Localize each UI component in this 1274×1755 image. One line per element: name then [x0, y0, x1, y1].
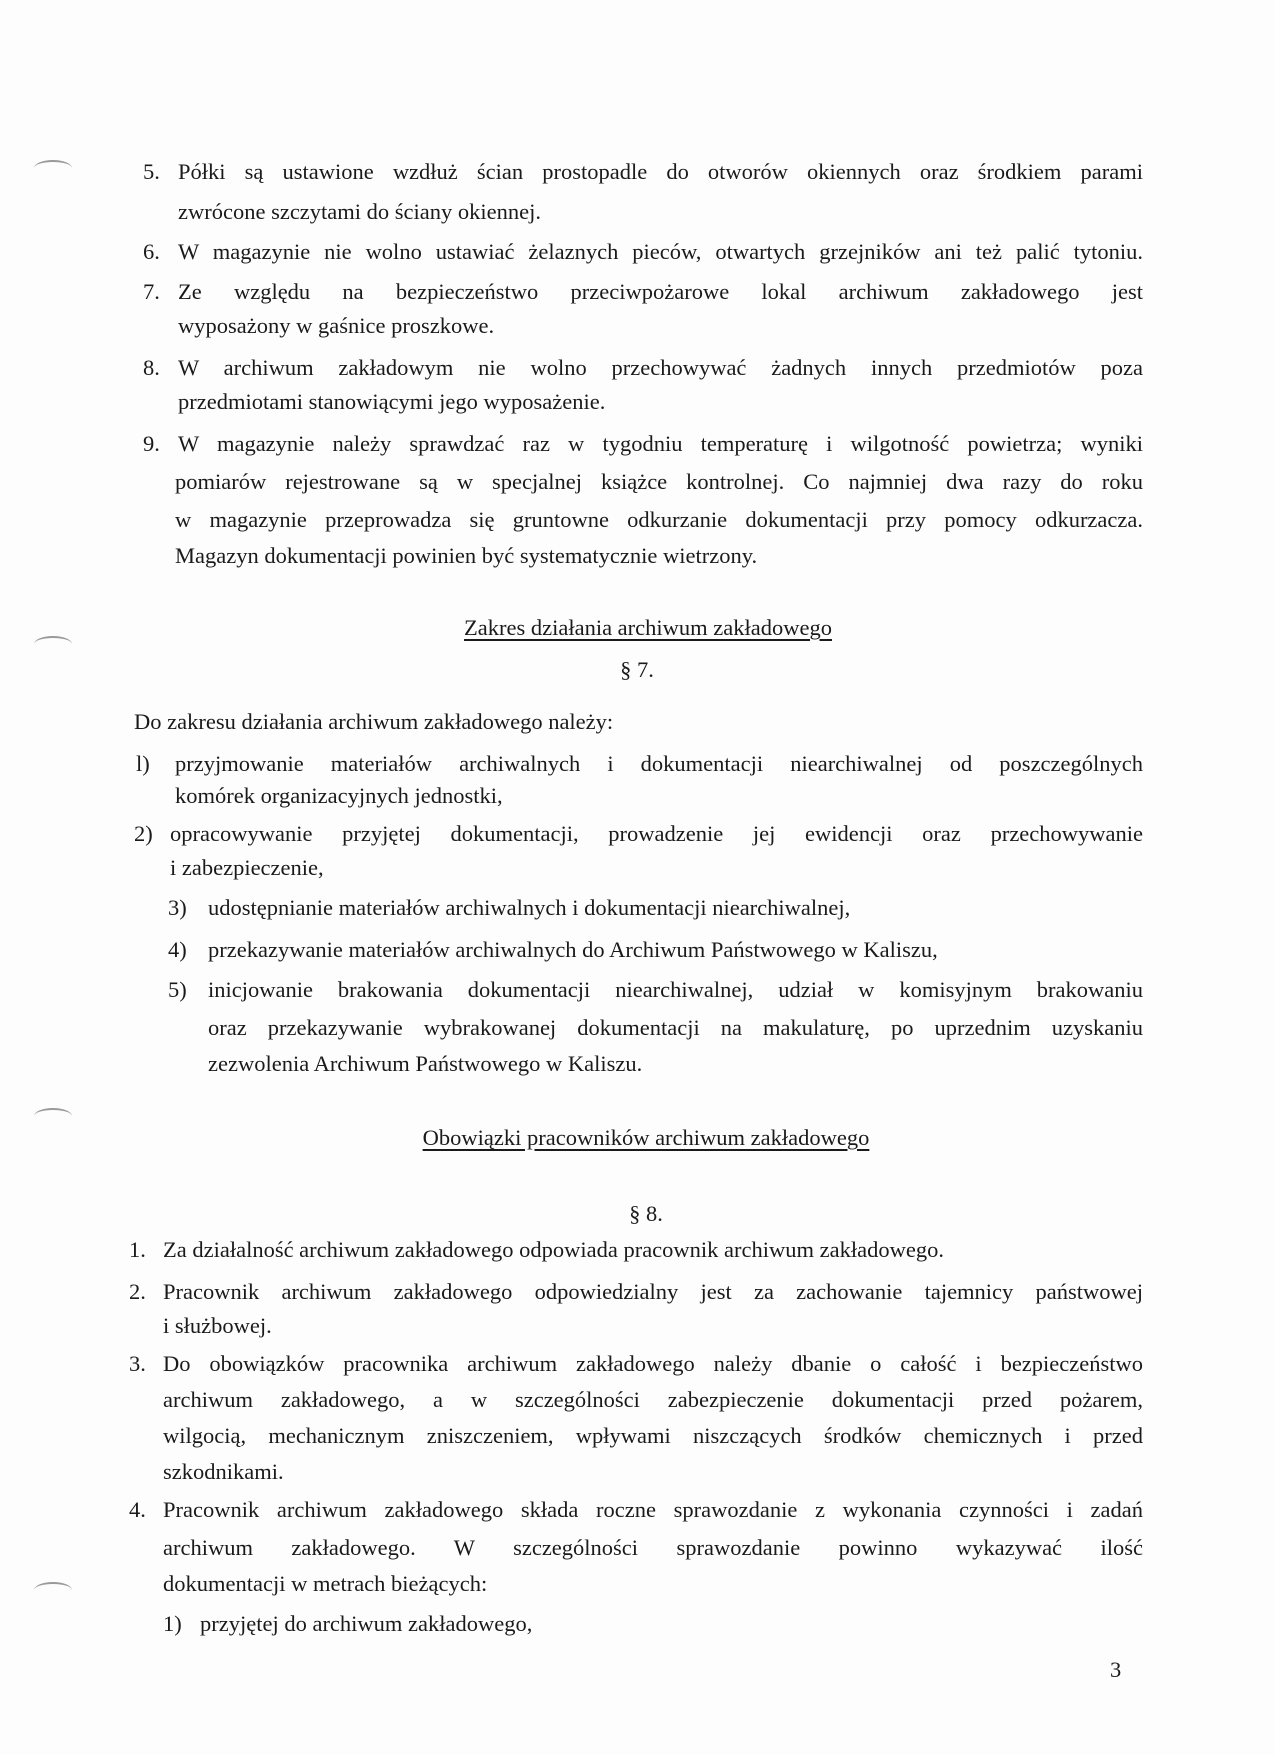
list-item-line: W magazynie należy sprawdzać raz w tygodniu temperaturę i wilgotność powietrza; wyniki	[178, 431, 1143, 456]
section-heading-text: Obowiązki pracowników archiwum zakładowego	[422, 1125, 870, 1150]
list-item-line: opracowywanie przyjętej dokumentacji, prowadzenie jej ewidencji oraz przechowywanie	[170, 821, 1143, 846]
list-item-line: Magazyn dokumentacji powinien być systematycznie wietrzony.	[175, 543, 758, 568]
list-item-line: szkodnikami.	[163, 1459, 284, 1484]
list-item-line: przyjmowanie materiałów archiwalnych i dokumentacji niearchiwalnej od poszczególnych	[175, 751, 1143, 776]
list-item-number: 9.	[143, 431, 160, 456]
list-item-line: Za działalność archiwum zakładowego odpowiada pracownik archiwum zakładowego.	[163, 1237, 944, 1262]
list-item-line: dokumentacji w metrach bieżących:	[163, 1571, 488, 1596]
binder-hole-mark	[34, 160, 72, 176]
list-item-line: w magazynie przeprowadza się gruntowne odkurzanie dokumentacji przy pomocy odkurzacza.	[175, 507, 1143, 532]
list-item-line: archiwum zakładowego, a w szczególności zabezpieczenie dokumentacji przed pożarem,	[163, 1387, 1143, 1412]
list-item-line: archiwum zakładowego. W szczególności sprawozdanie powinno wykazywać ilość	[163, 1535, 1143, 1560]
page-number: 3	[1110, 1657, 1122, 1682]
section-heading	[0, 1124, 1274, 1152]
list-item-number: 4.	[129, 1497, 146, 1522]
list-item-line: W archiwum zakładowym nie wolno przechowywać żadnych innych przedmiotów poza	[178, 355, 1143, 380]
section-intro: Do zakresu działania archiwum zakładowego należy:	[134, 709, 614, 734]
sublist-item-line: przyjętej do archiwum zakładowego,	[200, 1611, 533, 1636]
sublist-item-number: 1)	[163, 1611, 182, 1636]
list-item-number: 6.	[143, 239, 160, 264]
list-item-number: 3.	[129, 1351, 146, 1376]
list-item-line: i służbowej.	[163, 1313, 272, 1338]
list-item-number: 7.	[143, 279, 160, 304]
list-item-line: zwrócone szczytami do ściany okiennej.	[178, 199, 541, 224]
list-item-number: 8.	[143, 355, 160, 380]
list-item-line: przekazywanie materiałów archiwalnych do Archiwum Państwowego w Kaliszu,	[208, 937, 938, 962]
list-item-line: inicjowanie brakowania dokumentacji niearchiwalnej, udział w komisyjnym brakowaniu	[208, 977, 1143, 1002]
list-item-number: 2.	[129, 1279, 146, 1304]
list-item-line: komórek organizacyjnych jednostki,	[175, 783, 503, 808]
section-heading	[0, 614, 1274, 642]
list-item-number: 3)	[168, 895, 187, 920]
list-item-line: pomiarów rejestrowane są w specjalnej książce kontrolnej. Co najmniej dwa razy do roku	[175, 469, 1143, 494]
list-item-number: l)	[136, 751, 150, 776]
list-item-line: Pracownik archiwum zakładowego składa roczne sprawozdanie z wykonania czynności i zadań	[163, 1497, 1143, 1522]
list-item-line: udostępnianie materiałów archiwalnych i dokumentacji niearchiwalnej,	[208, 895, 851, 920]
list-item-line: Półki są ustawione wzdłuż ścian prostopadle do otworów okiennych oraz środkiem parami	[178, 159, 1143, 184]
binder-hole-mark	[34, 1582, 72, 1598]
list-item-number: 5.	[143, 159, 160, 184]
binder-hole-mark	[34, 1108, 72, 1124]
paragraph-sign: § 7.	[620, 657, 654, 682]
list-item-number: 2)	[134, 821, 153, 846]
paragraph-sign: § 8.	[629, 1201, 663, 1226]
list-item-number: 1.	[129, 1237, 146, 1262]
list-item-line: wilgocią, mechanicznym zniszczeniem, wpływami niszczących środków chemicznych i przed	[163, 1423, 1143, 1448]
list-item-number: 5)	[168, 977, 187, 1002]
section-heading-text: Zakres działania archiwum zakładowego	[464, 615, 832, 640]
list-item-line: wyposażony w gaśnice proszkowe.	[178, 313, 495, 338]
list-item-line: Do obowiązków pracownika archiwum zakładowego należy dbanie o całość i bezpieczeństwo	[163, 1351, 1143, 1376]
list-item-line: przedmiotami stanowiącymi jego wyposażenie.	[178, 389, 606, 414]
list-item-number: 4)	[168, 937, 187, 962]
list-item-line: Ze względu na bezpieczeństwo przeciwpożarowe lokal archiwum zakładowego jest	[178, 279, 1143, 304]
list-item-line: oraz przekazywanie wybrakowanej dokumentacji na makulaturę, po uprzednim uzyskaniu	[208, 1015, 1143, 1040]
list-item-line: zezwolenia Archiwum Państwowego w Kaliszu.	[208, 1051, 643, 1076]
list-item-line: W magazynie nie wolno ustawiać żelaznych pieców, otwartych grzejników ani też palić tytoniu.	[178, 239, 1143, 264]
list-item-line: Pracownik archiwum zakładowego odpowiedzialny jest za zachowanie tajemnicy państwowej	[163, 1279, 1143, 1304]
list-item-line: i zabezpieczenie,	[170, 855, 324, 880]
